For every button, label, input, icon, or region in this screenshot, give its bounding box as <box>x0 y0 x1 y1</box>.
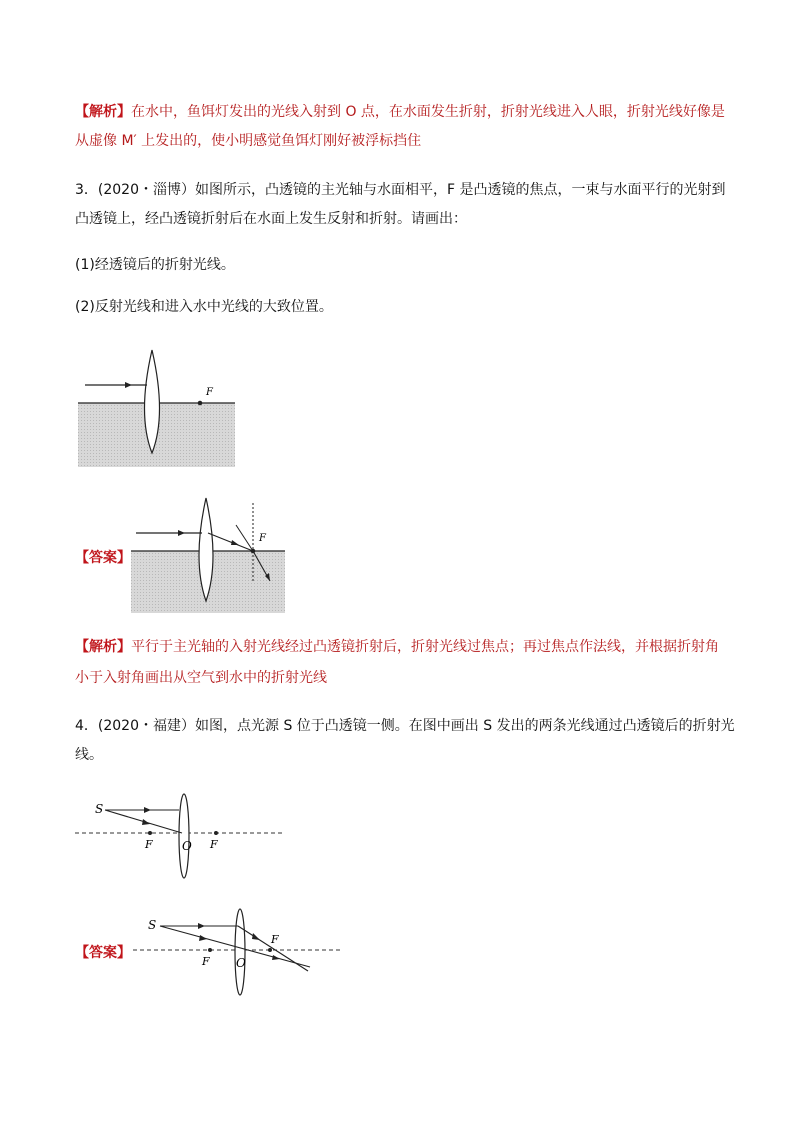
q4-stem-line-1: 4．(2020・福建）如图，点光源 S 位于凸透镜一侧。在图中画出 S 发出的两条光线通过凸透镜后的折射光 <box>75 718 735 734</box>
focus-point <box>251 549 256 554</box>
focus-label: F <box>259 533 266 544</box>
focus-point <box>198 401 203 406</box>
focus-label-left: F <box>145 838 153 851</box>
source-label: S <box>95 802 104 816</box>
focus-label-right: F <box>271 933 279 946</box>
q4-answer-tag <box>75 943 131 963</box>
focus-label: F <box>206 387 213 398</box>
q3-part-1: (1)经透镜后的折射光线。 <box>75 257 235 273</box>
focus-point-left <box>148 831 152 835</box>
analysis-tag: 【解析】 <box>75 104 131 120</box>
ray-arrow <box>272 955 280 960</box>
q4-stem-line-2: 线。 <box>75 747 103 763</box>
q3-answer-tag <box>75 548 131 568</box>
source-label: S <box>148 918 157 932</box>
q4-answer-figure <box>128 905 348 1000</box>
center-label: O <box>182 839 192 853</box>
refracted-ray <box>208 533 253 551</box>
q4-figure <box>70 790 290 885</box>
ray-arrow <box>125 382 132 388</box>
q2-analysis-text-1: 在水中，鱼饵灯发出的光线入射到 O 点，在水面发生折射，折射光线进入人眼，折射光线好像是 <box>131 104 725 120</box>
q2-analysis-line-2: 从虚像 M′ 上发出的，使小明感觉鱼饵灯刚好被浮标挡住 <box>75 133 422 149</box>
q3-answer-figure <box>128 493 288 618</box>
q3-part-2: (2)反射光线和进入水中光线的大致位置。 <box>75 299 333 315</box>
q2-analysis-line-1 <box>75 102 725 122</box>
ray-arrow <box>178 530 185 536</box>
focus-point-right <box>214 831 218 835</box>
answer-tag: 【答案】 <box>75 550 131 566</box>
ray-arrow <box>144 807 151 813</box>
q3-stem-line-2: 凸透镜上，经凸透镜折射后在水面上发生反射和折射。请画出： <box>75 211 467 227</box>
refracted-arrow <box>231 540 239 545</box>
focus-point-right <box>268 948 272 952</box>
q3-stem-line-1: 3．(2020・淄博）如图所示，凸透镜的主光轴与水面相平，F 是凸透镜的焦点，一束与水面平行的光射到 <box>75 182 726 198</box>
convex-lens <box>235 909 245 995</box>
q3-analysis-line-2: 小于入射角画出从空气到水中的折射光线 <box>75 670 327 686</box>
ray-arrow <box>198 923 205 929</box>
center-label: O <box>236 956 246 970</box>
convex-lens <box>179 794 189 878</box>
analysis-tag: 【解析】 <box>75 639 131 655</box>
focus-label-left: F <box>202 955 210 968</box>
ray-arrow <box>142 819 150 825</box>
q3-analysis-text-1: 平行于主光轴的入射光线经过凸透镜折射后，折射光线过焦点；再过焦点作法线，并根据折射角 <box>131 639 719 655</box>
answer-tag: 【答案】 <box>75 945 131 961</box>
q3-figure <box>75 345 240 470</box>
focus-point-left <box>208 948 212 952</box>
refracted-arrow <box>252 933 260 940</box>
q3-analysis-line-1 <box>75 637 719 657</box>
focus-label-right: F <box>210 838 218 851</box>
